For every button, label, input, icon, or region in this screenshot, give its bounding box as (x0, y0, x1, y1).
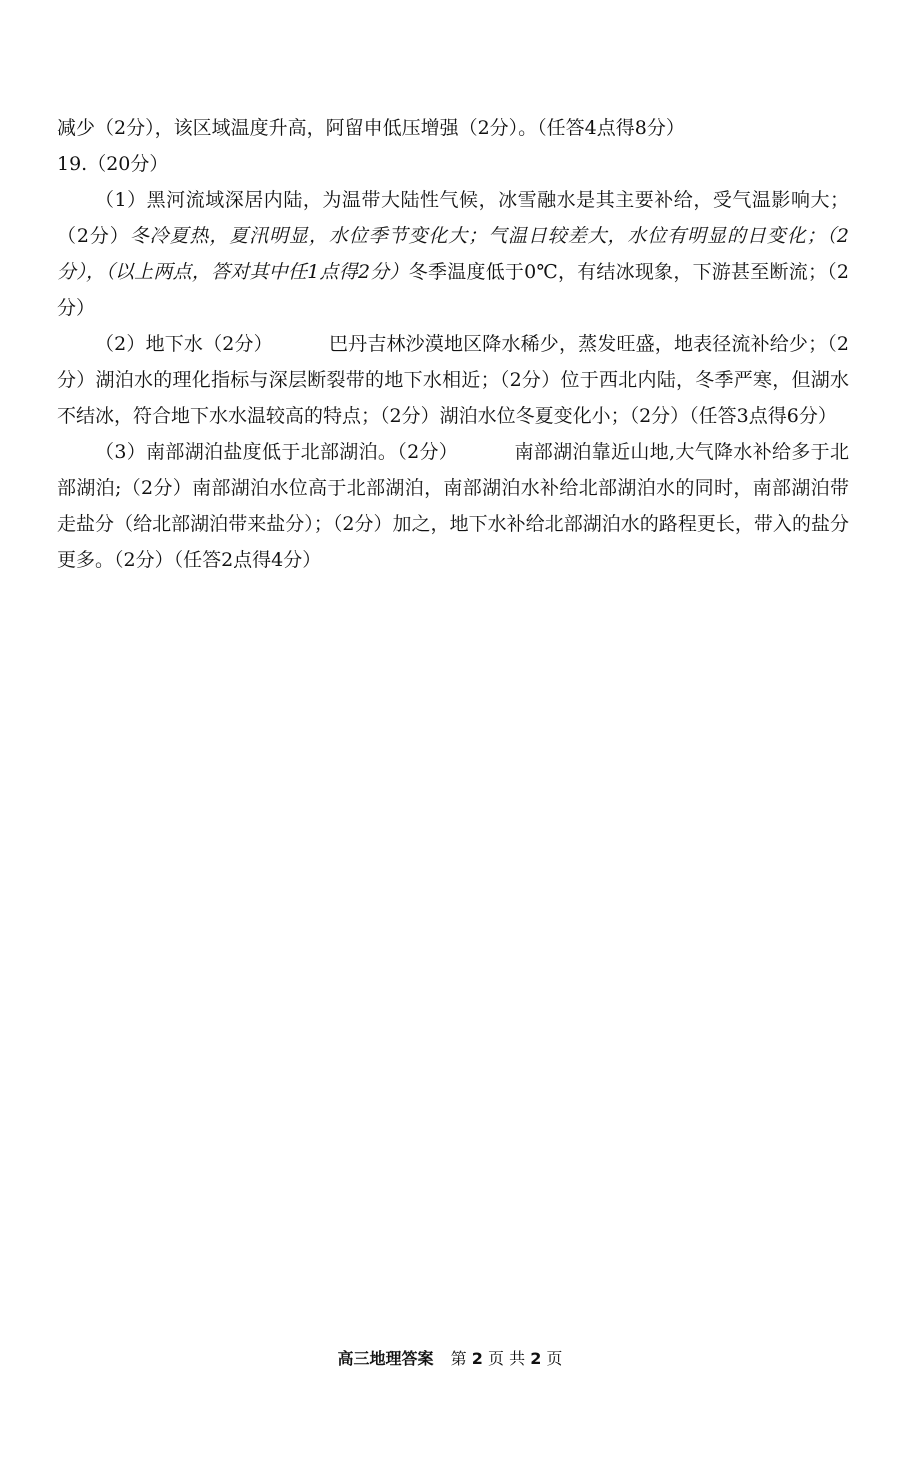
answer-part-1 (57, 182, 849, 326)
part-1-text-c: 冬季温度低于0℃，有结冰现象，下游甚至断流；（2分） (57, 261, 849, 319)
part-3-text-a: （3）南部湖泊盐度低于北部湖泊。（2分） (95, 441, 459, 463)
part-1-text-a: （1）黑河流域深居内陆，为温带大陆性气候，冰雪融水是其主要补给，受气温影响大；（2分） (57, 189, 849, 247)
page-footer (0, 1347, 900, 1371)
part-2-text-b: 巴丹吉林沙漠地区降水稀少，蒸发旺盛，地表径流补给少；（2分）湖泊水的理化指标与深层断裂带的地下水相近；（2分）位于西北内陆，冬季严寒，但湖水不结冰，符合地下水水温较高的特点；（2分）湖泊水位冬夏变化小；（2分）（任答3点得6分） (57, 333, 850, 427)
footer-page-total: 2 (530, 1349, 542, 1368)
answer-line-continuation: 减少（2分），该区域温度升高，阿留申低压增强（2分）。（任答4点得8分） (57, 117, 685, 139)
part-3-text-b: 南部湖泊靠近山地,大气降水补给多于北部湖泊;（2分）南部湖泊水位高于北部湖泊，南部湖泊水补给北部湖泊水的同时，南部湖泊带走盐分（给北部湖泊带来盐分）；（2分）加之，地下水补给北部湖泊水的路程更长，带入的盐分更多。（2分）（任答2点得4分） (57, 441, 849, 571)
answer-content (57, 110, 849, 578)
question-19-heading: 19.（20分） (57, 153, 169, 175)
footer-page-current: 2 (471, 1349, 483, 1368)
footer-page-suffix: 页 (546, 1349, 563, 1368)
part-2-text-a: （2）地下水（2分） (95, 333, 273, 355)
footer-doc-title: 高三地理答案 (337, 1349, 434, 1368)
footer-page-prefix: 第 (450, 1349, 467, 1368)
answer-part-2 (57, 326, 849, 434)
answer-part-3 (57, 434, 849, 578)
footer-page-middle: 页 共 (488, 1349, 526, 1368)
part-1-text-italic: 冬冷夏热，夏汛明显，水位季节变化大；气温日较差大，水位有明显的日变化；（2分），（以上两点，答对其中任1点得2分） (57, 225, 850, 283)
